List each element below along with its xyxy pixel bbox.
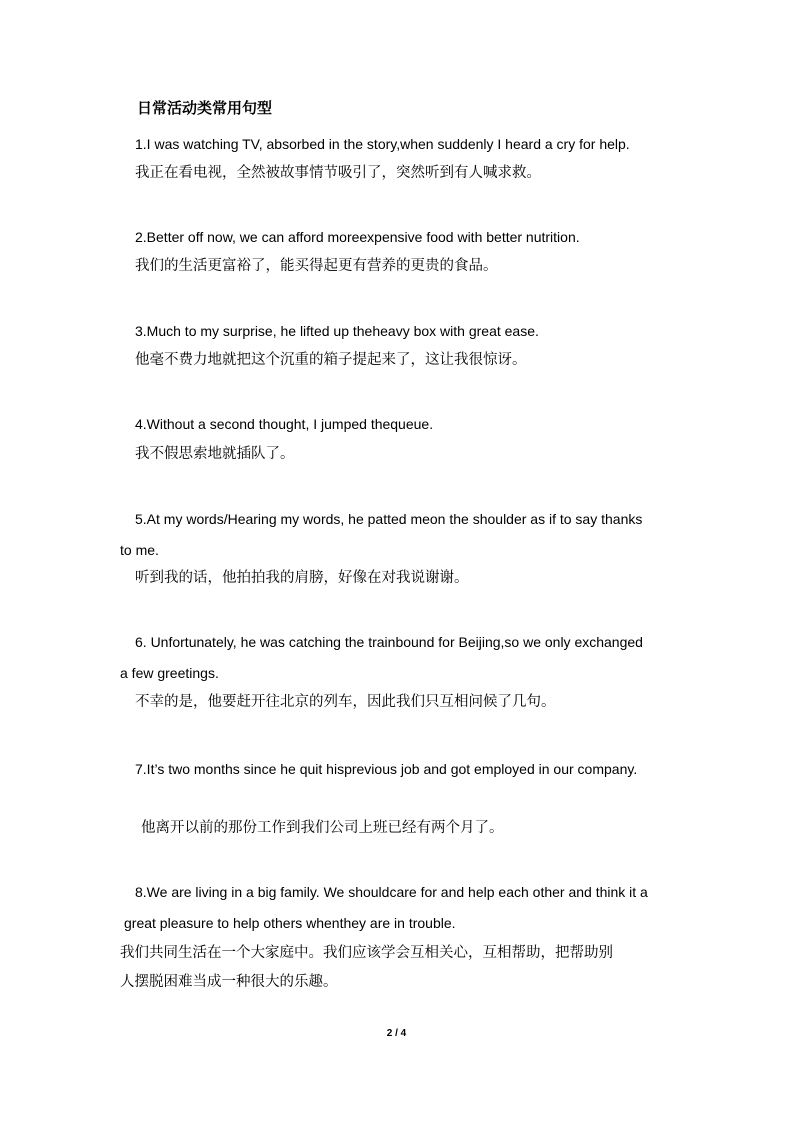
sentence-8-english-line-1: 8.We are living in a big family. We shouldcare for and help each other and think it a: [135, 884, 648, 900]
sentence-2-chinese: 我们的生活更富裕了，能买得起更有营养的更贵的食品。: [135, 258, 498, 274]
sentence-4-english: 4.Without a second thought, I jumped thequeue.: [135, 416, 434, 432]
sentence-7-chinese: 他离开以前的那份工作到我们公司上班已经有两个月了。: [141, 820, 504, 836]
sentence-5-chinese: 听到我的话，他拍拍我的肩膀，好像在对我说谢谢。: [135, 570, 469, 586]
sentence-6-english-line-1: 6. Unfortunately, he was catching the trainbound for Beijing,so we only exchanged: [135, 634, 643, 650]
sentence-5-english-line-2: to me.: [120, 542, 159, 558]
sentence-3-chinese: 他毫不费力地就把这个沉重的箱子提起来了，这让我很惊讶。: [135, 352, 527, 368]
sentence-5-english-line-1: 5.At my words/Hearing my words, he patted meon the shoulder as if to say thanks: [135, 511, 643, 527]
sentence-3-english: 3.Much to my surprise, he lifted up theheavy box with great ease.: [135, 323, 539, 339]
sentence-8-chinese-line-2: 人摆脱困难当成一种很大的乐趣。: [120, 974, 338, 990]
sentence-6-english-line-2: a few greetings.: [120, 665, 219, 681]
sentence-1-english: 1.I was watching TV, absorbed in the story,when suddenly I heard a cry for help.: [135, 136, 630, 152]
sentence-7-english: 7.It’s two months since he quit hisprevious job and got employed in our company.: [135, 761, 638, 777]
sentence-1-chinese: 我正在看电视，全然被故事情节吸引了，突然听到有人喊求救。: [135, 165, 541, 181]
sentence-2-english: 2.Better off now, we can afford moreexpensive food with better nutrition.: [135, 229, 580, 245]
sentence-6-chinese: 不幸的是，他要赶开往北京的列车，因此我们只互相问候了几句。: [135, 694, 556, 710]
sentence-4-chinese: 我不假思索地就插队了。: [135, 446, 295, 462]
sentence-8-english-line-2: great pleasure to help others whenthey are in trouble.: [124, 915, 456, 931]
section-heading: 日常活动类常用句型: [137, 99, 273, 117]
sentence-8-chinese-line-1: 我们共同生活在一个大家庭中。我们应该学会互相关心，互相帮助，把帮助别: [120, 945, 613, 961]
page-number: 2 / 4: [386, 1028, 407, 1039]
